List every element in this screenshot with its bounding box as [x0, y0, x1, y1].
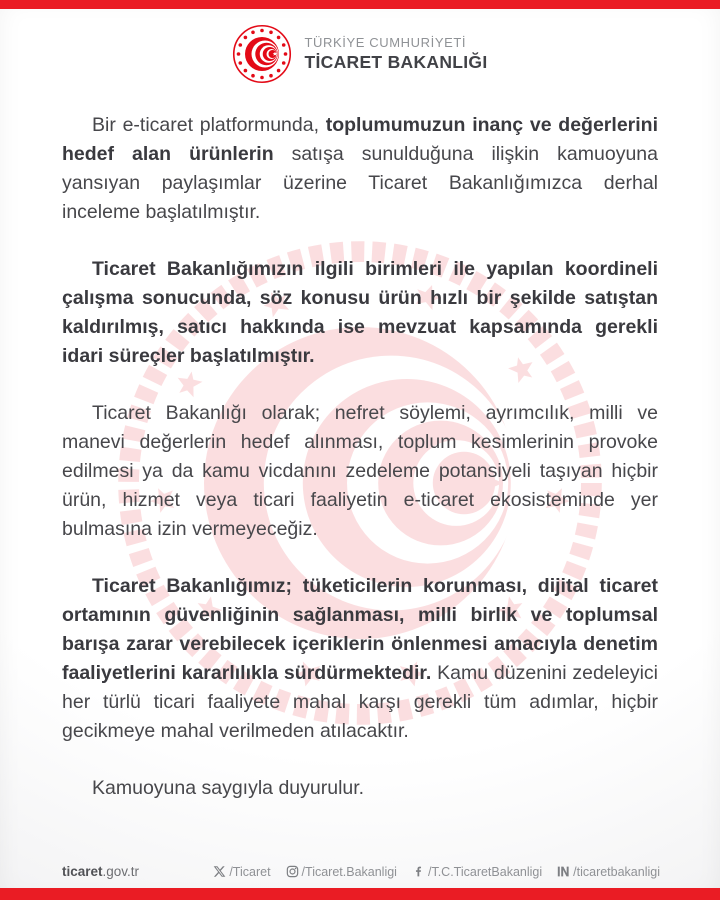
instagram-icon — [286, 865, 299, 878]
footer — [62, 864, 660, 879]
social-link-instagram[interactable] — [286, 865, 397, 879]
paragraph-4-bold: Ticaret Bakanlığımız; tüketicilerin korunması, dijital ticaret ortamının güvenliğinin sağlanması, milli birlik ve toplumsal barışa zarar verebilecek içeriklerin önlenmesi amacıyla denetim faaliyetlerini kararlılıkla sürdürmektedir. — [62, 575, 658, 684]
x-icon — [213, 865, 226, 878]
paragraph-3-regular: Ticaret Bakanlığı olarak; nefret söylemi, ayrımcılık, milli ve manevi değerlerin hedef alınması, toplum kesimlerinin provoke edilmesi ya da kamu vicdanını zedeleme potansiyeli taşıyan hiçbir ürün, hizmet veya ticari faaliyetin e-ticaret ekosisteminde yer bulmasına izin vermeyeceğiz. — [62, 402, 658, 540]
nsosyal-icon — [557, 865, 570, 878]
social-handle: /T.C.TicaretBakanligi — [427, 864, 543, 879]
bottom-red-band — [0, 888, 720, 900]
paragraph-2-bold: Ticaret Bakanlığımızın ilgili birimleri ile yapılan koordineli çalışma sonucunda, söz konusu ürün hızlı bir şekilde satıştan kaldırılmış, satıcı hakkında ise mevzuat kapsamında gerekli idari süreçler başlatılmıştır. — [62, 258, 658, 367]
social-links — [213, 865, 660, 879]
announcement-body — [62, 111, 658, 803]
ministry-of-trade-emblem-icon — [232, 24, 292, 84]
brand-line-ministry: TİCARET BAKANLIĞI — [304, 52, 488, 72]
social-link-x[interactable] — [213, 865, 270, 879]
website-url-bold: ticaret — [62, 864, 103, 879]
paragraph-4 — [62, 572, 658, 746]
social-link-nsosyal[interactable] — [557, 865, 660, 879]
social-handle: /Ticaret — [229, 864, 271, 879]
paragraph-1 — [62, 111, 658, 227]
social-handle: /ticaretbakanligi — [573, 864, 660, 879]
paragraph-2 — [62, 255, 658, 371]
paragraph-1-regular-2: satışa sunulduğuna ilişkin kamuoyuna yansıyan paylaşımlar üzerine Ticaret Bakanlığımızca derhal inceleme başlatılmıştır. — [62, 143, 658, 223]
website-url-rest: .gov.tr — [102, 864, 140, 879]
paragraph-3 — [62, 399, 658, 544]
brand-text — [304, 35, 487, 73]
website-url[interactable] — [62, 864, 139, 879]
paragraph-4-regular: Kamu düzenini zedeleyici her türlü ticari faaliyete mahal karşı gerekli tüm adımlar, hiçbir gecikmeye mahal verilmeden atılacaktır. — [62, 662, 658, 742]
social-link-facebook[interactable] — [412, 865, 542, 879]
paragraph-1-bold: toplumumuzun inanç ve değerlerini hedef alan ürünlerin — [62, 114, 658, 165]
brand-line-country: TÜRKİYE CUMHURİYETİ — [304, 35, 467, 50]
top-red-band — [0, 0, 720, 9]
facebook-icon — [412, 865, 425, 878]
closing-line: Kamuoyuna saygıyla duyurulur. — [92, 777, 365, 799]
social-handle: /Ticaret.Bakanligi — [301, 864, 397, 879]
paragraph-1-regular: Bir e-ticaret platformunda, — [92, 114, 326, 136]
header — [0, 24, 720, 84]
